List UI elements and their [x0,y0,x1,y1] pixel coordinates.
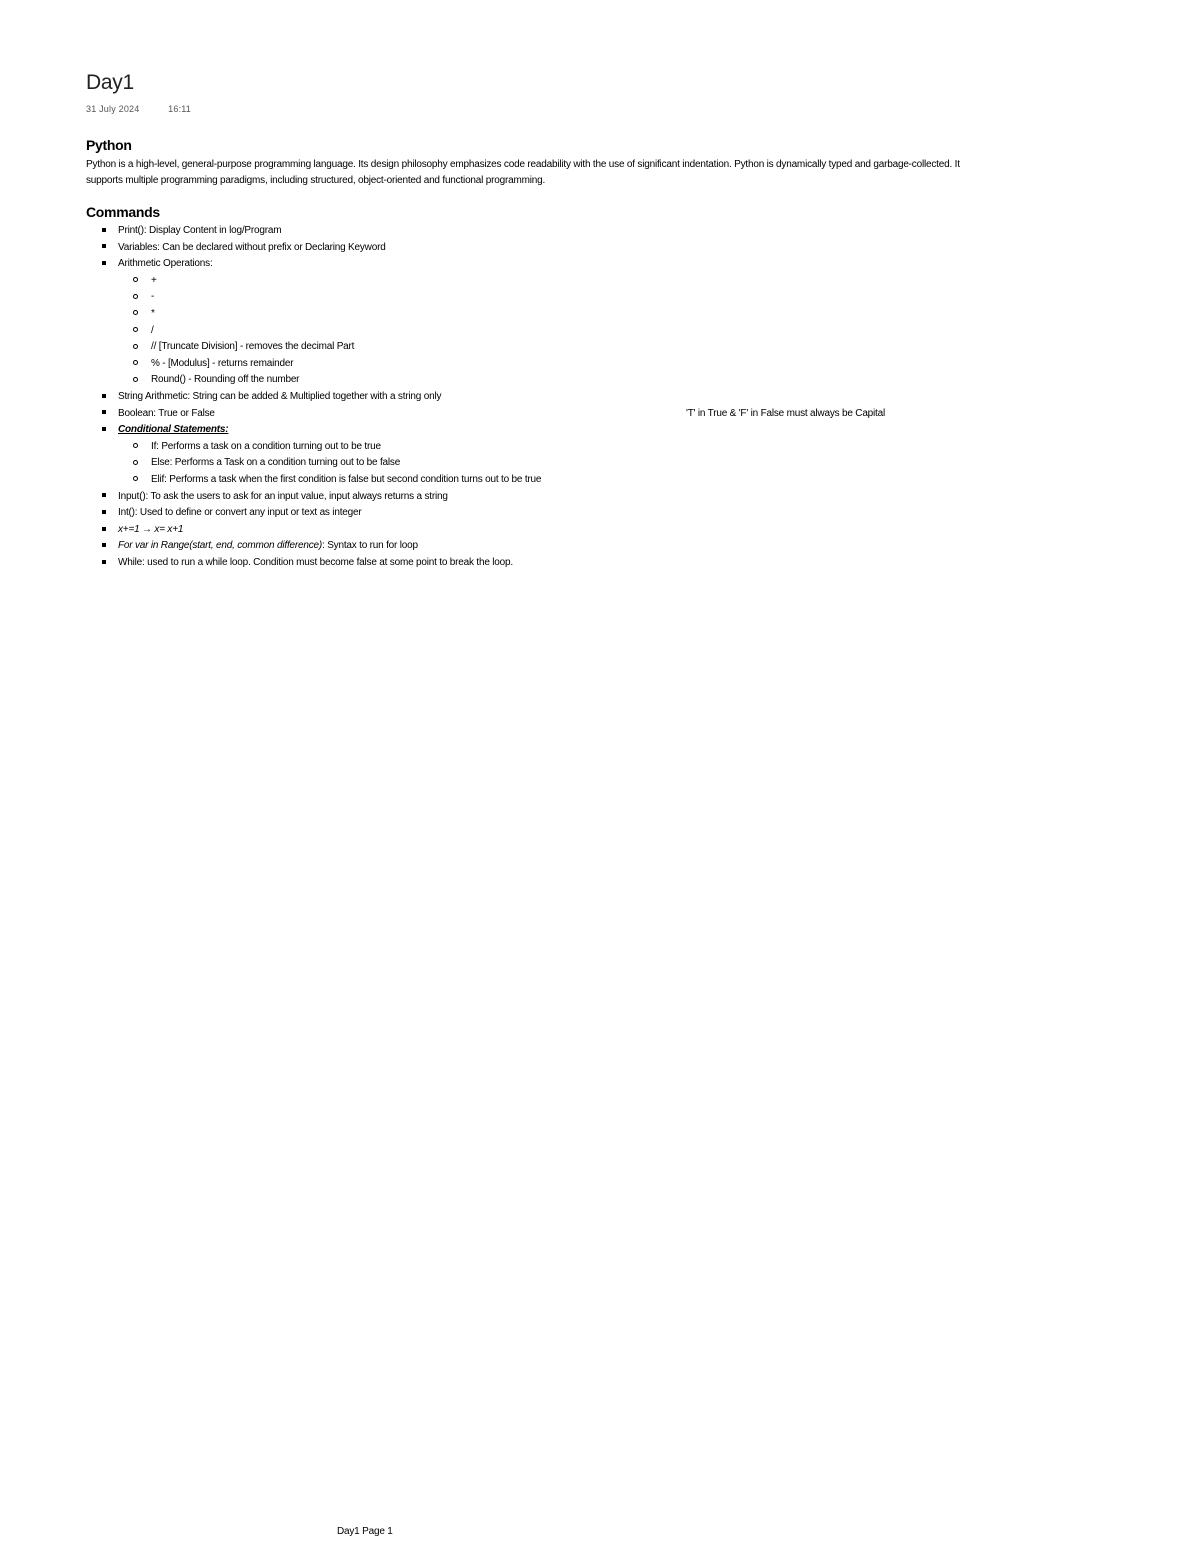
list-item: String Arithmetic: String can be added & Multiplied together with a string only [86,389,541,406]
list-item: Print(): Display Content in log/Program [86,223,541,240]
sub-list-item: Elif: Performs a task when the first condition is false but second condition turns out to be true [86,472,541,489]
square-bullet-icon [102,244,106,248]
circle-bullet-icon [133,344,138,349]
boolean-note: 'T' in True & 'F' in False must always be Capital [686,407,886,419]
square-bullet-icon [102,493,106,497]
sub-list-item: / [86,323,541,340]
python-paragraph [86,157,1198,189]
sub-list-item: Round() - Rounding off the number [86,372,541,389]
square-bullet-icon [102,543,106,547]
list-item: Input(): To ask the users to ask for an input value, input always returns a string [86,489,541,506]
list-item: For var in Range(start, end, common difference): Syntax to run for loop [86,538,541,555]
circle-bullet-icon [133,327,138,332]
commands-heading: Commands [86,204,160,220]
square-bullet-icon [102,527,106,531]
list-item: Variables: Can be declared without prefix or Declaring Keyword [86,240,541,257]
circle-bullet-icon [133,476,138,481]
circle-bullet-icon [133,460,138,465]
commands-list [86,223,886,571]
circle-bullet-icon [133,377,138,382]
sub-list-item: If: Performs a task on a condition turning out to be true [86,439,541,456]
square-bullet-icon [102,394,106,398]
circle-bullet-icon [133,360,138,365]
sub-list-item: + [86,273,541,290]
list-item: Boolean: True or False 'T' in True & 'F' in False must always be Capital [86,406,541,423]
page-meta [86,104,191,114]
square-bullet-icon [102,228,106,232]
sub-list-item: Else: Performs a Task on a condition turning out to be false [86,455,541,472]
circle-bullet-icon [133,443,138,448]
circle-bullet-icon [133,294,138,299]
page-time: 16:11 [168,104,192,114]
sub-list-item: // [Truncate Division] - removes the decimal Part [86,339,541,356]
circle-bullet-icon [133,277,138,282]
page-date: 31 July 2024 [86,104,140,114]
square-bullet-icon [102,560,106,564]
page-title: Day1 [86,71,134,94]
python-heading: Python [86,137,132,153]
python-paragraph-line: supports multiple programming paradigms, including structured, object-oriented and functional programming. [86,175,546,186]
sub-list-item: - [86,289,541,306]
square-bullet-icon [102,510,106,514]
page-footer: Day1 Page 1 [337,1526,393,1537]
square-bullet-icon [102,427,106,431]
sub-list-item: % - [Modulus] - returns remainder [86,356,541,373]
python-paragraph-line: Python is a high-level, general-purpose programming language. Its design philosophy emphasizes code readability with the use of significant indentation. Python is dynamically typed and garbage-collected. It [86,159,960,170]
square-bullet-icon [102,261,106,265]
list-item: Int(): Used to define or convert any input or text as integer [86,505,541,522]
square-bullet-icon [102,410,106,414]
list-item: x+=1 → x= x+1 [86,522,541,539]
circle-bullet-icon [133,310,138,315]
list-item: Arithmetic Operations: [86,256,541,273]
list-item: Conditional Statements: [86,422,541,439]
sub-list-item: * [86,306,541,323]
list-item: While: used to run a while loop. Condition must become false at some point to break the loop. [86,555,541,572]
